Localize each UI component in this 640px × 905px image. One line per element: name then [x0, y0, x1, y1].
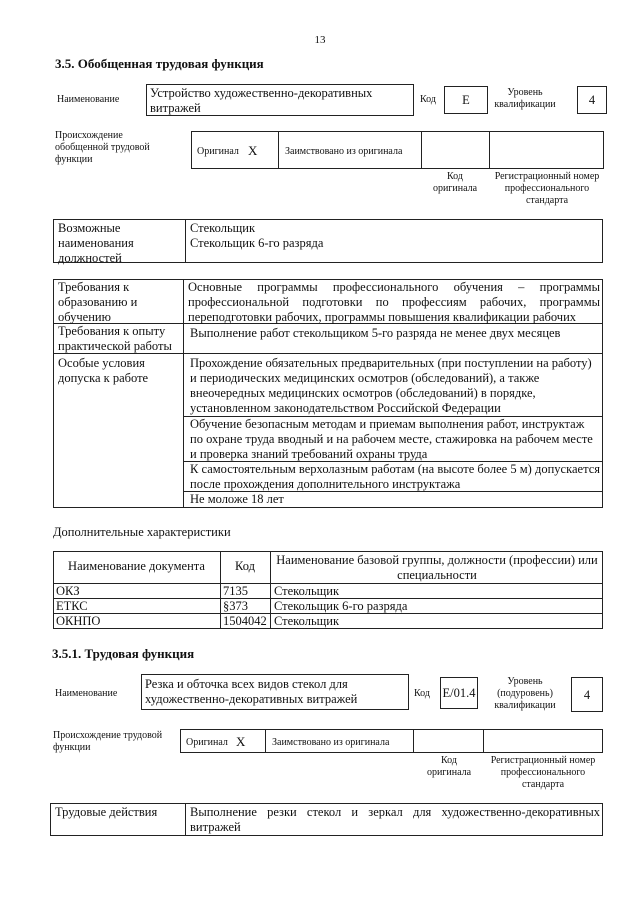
table-cell: Стекольщик — [274, 614, 340, 628]
table-cell: 1504042 — [223, 614, 267, 628]
condition-item: Обучение безопасным методам и приемам выполнения работ, инструктаж по охране труда вводный и на рабочем месте, стажировка на рабочем месте и проверка знаний требований охраны труда — [190, 417, 593, 461]
experience-value: Выполнение работ стекольщиком 5-го разряда не менее двух месяцев — [190, 326, 561, 340]
original-mark: X — [248, 143, 258, 158]
table-cell: ОКНПО — [56, 614, 101, 628]
code-label: Код — [420, 94, 436, 105]
code-value: E — [444, 86, 488, 114]
original-label: Оригинал — [197, 146, 239, 157]
column-header: Наименование документа — [68, 559, 205, 573]
position-item: Стекольщик 6-го разряда — [190, 236, 324, 250]
original-label: Оригинал — [186, 737, 228, 748]
reg-number-caption: Регистрационный номер профессионального стандарта — [494, 171, 600, 206]
original-mark: X — [236, 734, 246, 749]
education-label: Требования к образованию и обучению — [58, 280, 138, 324]
additional-title: Дополнительные характеристики — [53, 525, 231, 539]
positions-label: Возможные наименования должностей — [58, 221, 134, 265]
position-item: Стекольщик — [190, 221, 256, 235]
labor-actions-label: Трудовые действия — [55, 805, 158, 819]
code-original-caption: Код оригинала — [432, 171, 478, 194]
origin-label: Происхождение трудовой функции — [53, 730, 163, 753]
conditions-label: Особые условия допуска к работе — [58, 356, 149, 385]
column-header: Наименование базовой группы, должности (профессии) или специальности — [276, 553, 598, 582]
page-number: 13 — [314, 34, 326, 46]
condition-item: К самостоятельным верхолазным работам (на высоте более 5 м) допускается после прохождения дополнительного инструктажа — [190, 462, 600, 491]
code-original-caption: Код оригинала — [426, 755, 472, 778]
level-label: Уровень квалификации — [494, 87, 556, 110]
name-label: Наименование — [57, 94, 120, 105]
reg-number-caption: Регистрационный номер профессионального стандарта — [490, 755, 596, 790]
level-label: Уровень (подуровень) квалификации — [494, 676, 556, 711]
table-cell: Стекольщик — [274, 584, 340, 598]
labor-actions-value: Выполнение резки стекол и зеркал для художественно-декоративных витражей — [190, 805, 600, 834]
level-value: 4 — [571, 677, 603, 712]
condition-item: Прохождение обязательных предварительных (при поступлении на работу) и периодических медицинских осмотров (обследований), а также внеочередных медицинских осмотров (обследований) в порядке, установленном законодательством Российской Федерации — [190, 356, 592, 415]
name-value: Резка и обточка всех видов стекол для художественно-декоративных витражей — [141, 674, 409, 710]
table-cell: ОКЗ — [56, 584, 80, 598]
experience-label: Требования к опыту практической работы — [58, 324, 172, 353]
origin-label: Происхождение обобщенной трудовой функции — [55, 130, 150, 165]
subsection-title: 3.5.1. Трудовая функция — [52, 646, 195, 661]
table-cell: §373 — [223, 599, 248, 613]
borrowed-label: Заимствовано из оригинала — [272, 737, 390, 748]
name-label: Наименование — [55, 688, 118, 699]
section-title: 3.5. Обобщенная трудовая функция — [55, 56, 264, 71]
education-value: Основные программы профессионального обучения – программы профессиональной подготовки по профессиям рабочих, программы переподготовки рабочих, программы повышения квалификации рабочих — [188, 280, 600, 324]
code-value: E/01.4 — [440, 677, 478, 709]
borrowed-label: Заимствовано из оригинала — [285, 146, 403, 157]
table-cell: ЕТКС — [56, 599, 88, 613]
column-header: Код — [235, 559, 255, 573]
code-label: Код — [414, 688, 430, 699]
table-cell: Стекольщик 6-го разряда — [274, 599, 408, 613]
level-value: 4 — [577, 86, 607, 114]
condition-item: Не моложе 18 лет — [190, 492, 284, 506]
name-value: Устройство художественно-декоративных витражей — [146, 84, 414, 116]
table-cell: 7135 — [223, 584, 248, 598]
